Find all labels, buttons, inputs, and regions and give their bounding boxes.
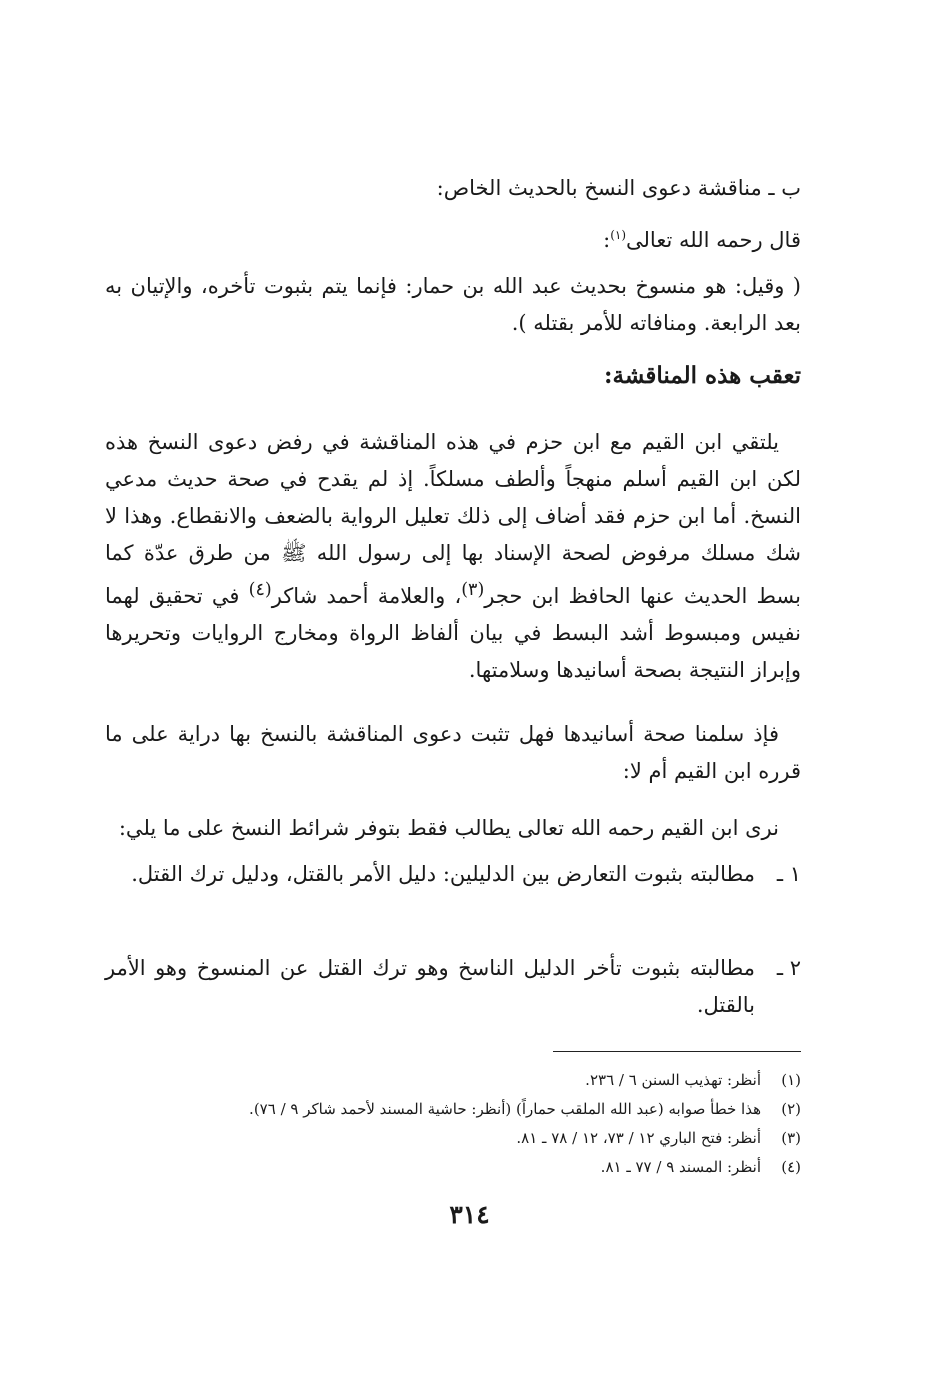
- paragraph-3: نرى ابن القيم رحمه الله تعالى يطالب فقط بتوفر شرائط النسخ على ما يلي:: [118, 816, 779, 840]
- quote-intro-text: قال رحمه الله تعالى: [626, 228, 801, 252]
- list-item: [105, 950, 801, 1024]
- footnote-ref-4: (٤): [248, 580, 272, 600]
- footnote-number: (٢): [781, 1100, 801, 1118]
- list-item-number: ٢ ـ: [776, 956, 801, 980]
- footnote: [105, 1124, 801, 1153]
- footnote-divider: [553, 1051, 801, 1052]
- list-item-text: مطالبته بثبوت تأخر الدليل الناسخ وهو ترك القتل عن المنسوخ وهو الأمر بالقتل.: [105, 956, 755, 1017]
- paragraph-1-text-b: ، والعلامة أحمد شاكر: [271, 584, 462, 608]
- page-number: ٣١٤: [449, 1200, 490, 1229]
- quoted-passage: ( وقيل: هو منسوخ بحديث عبد الله بن حمار: فإنما يتم بثبوت تأخره، والإتيان به بعد الرابعة. ومنافاته للأمر بقتله ).: [105, 274, 802, 335]
- footnote-text: أنظر: المسند ٩ / ٧٧ ـ ٨١.: [600, 1158, 761, 1176]
- footnote-text: هذا خطأ صوابه (عبد الله الملقب حماراً) (أنظر: حاشية المسند لأحمد شاكر ٩ / ٧٦).: [249, 1100, 761, 1118]
- quote-intro: [105, 222, 801, 259]
- quote-intro-colon: :: [603, 228, 611, 252]
- subsection-heading: ب ـ مناقشة دعوى النسخ بالحديث الخاص:: [436, 176, 801, 200]
- footnote-ref-3: (٣): [461, 580, 485, 600]
- footnote-number: (٣): [781, 1129, 801, 1147]
- list-item: [105, 856, 801, 893]
- footnote-text: أنظر: فتح الباري ١٢ / ٧٣، ١٢ / ٧٨ ـ ٨١.: [516, 1129, 761, 1147]
- footnote-ref-1: (١): [610, 228, 627, 242]
- footnotes: [105, 1066, 801, 1182]
- list-item-number: ١ ـ: [776, 862, 801, 886]
- section-heading: تعقب هذه المناقشة:: [604, 362, 801, 389]
- paragraph-1-text-a: يلتقي ابن القيم مع ابن حزم في هذه المناقشة في رفض دعوى النسخ هذه لكن ابن القيم أسلم منهجاً وألطف مسلكاً. إذ لم يقدح في صحة حديث مدعي النسخ. أما ابن حزم فقد أضاف إلى ذلك تعليل الرواية بالضعف والانقطاع. وهذا لا شك مسلك مرفوض لصحة الإسناد بها إلى رسول الله ﷺ من طرق عدّة كما بسط الحديث عنها الحافظ ابن حجر: [105, 430, 801, 608]
- paragraph-2: فإذ سلمنا صحة أسانيدها فهل تثبت دعوى المناقشة بالنسخ بها دراية على ما قرره ابن القيم أم لا:: [105, 722, 801, 783]
- footnote-text: أنظر: تهذيب السنن ٦ / ٢٣٦.: [585, 1071, 761, 1089]
- paragraph-1-text-c: في تحقيق لهما نفيس ومبسوط أشد البسط في بيان ألفاظ الرواة ومخارج الروايات وتحريرها وإبراز النتيجة بصحة أسانيدها وسلامتها.: [105, 584, 801, 682]
- footnote: [105, 1153, 801, 1182]
- footnote: [105, 1066, 801, 1095]
- footnote: [105, 1095, 801, 1124]
- paragraph-1: [105, 424, 801, 689]
- footnote-number: (٤): [781, 1158, 801, 1176]
- footnote-number: (١): [781, 1071, 801, 1089]
- list-item-text: مطالبته بثبوت التعارض بين الدليلين: دليل الأمر بالقتل، ودليل ترك القتل.: [131, 862, 755, 886]
